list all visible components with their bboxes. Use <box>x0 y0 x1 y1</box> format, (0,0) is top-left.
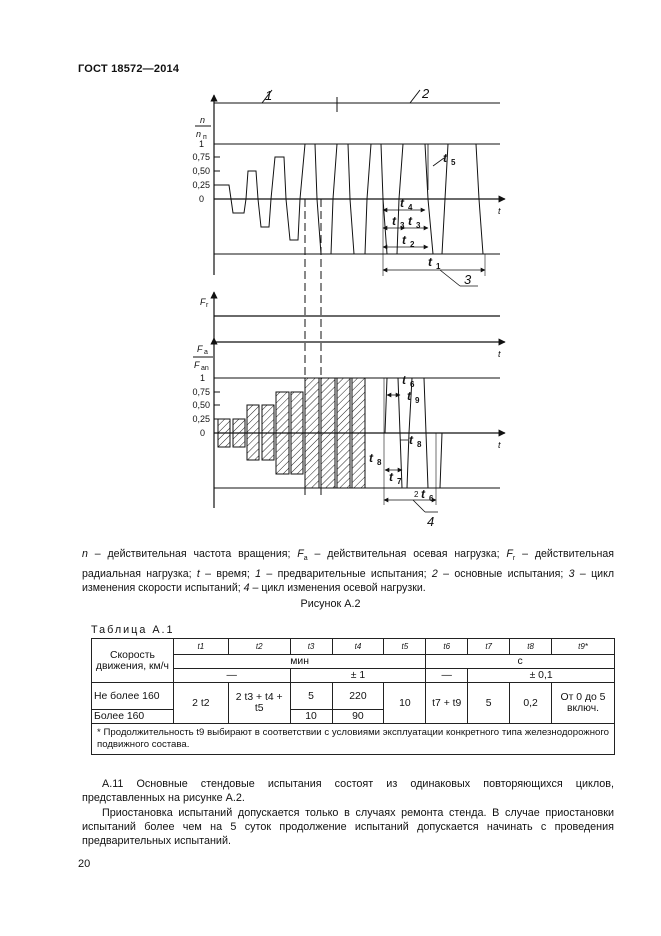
top-y-label-den-sub: п <box>203 134 207 141</box>
fr-label: F <box>200 297 206 307</box>
row-gt-160: Более 160 <box>92 710 174 724</box>
top-plot-labels <box>192 86 501 287</box>
top-tick-025: 0,25 <box>192 180 210 190</box>
figure-caption: Рисунок А.2 <box>300 598 361 610</box>
middle-plot <box>214 292 505 342</box>
svg-text:6: 6 <box>410 380 415 389</box>
bottom-tick-075: 0,75 <box>192 387 210 397</box>
svg-text:4: 4 <box>408 203 413 212</box>
svg-text:t: t <box>369 451 373 465</box>
bottom-tick-1: 1 <box>199 373 205 383</box>
speed-header: Скорость движения, км/ч <box>92 639 174 683</box>
paragraph-a11: А.11 Основные стендовые испытания состоят из одинаковых повторяющихся циклов, представленных на рисунке А.2. <box>82 778 614 805</box>
svg-text:2: 2 <box>410 240 415 249</box>
middle-plot-labels <box>200 297 501 359</box>
svg-text:t: t <box>409 433 413 447</box>
table-a1: Скорость движения, км/ч t1 t2 t3 t4 t5 t6 t7 t8 t9* мин с — ± 1 — ± 0,1 Не более 160 2 t2 2 t3 + t4 + t5 5 220 10 t7 + t9 5 0,2 От 0 до 5 включ. Более 160 10 90 * Продолжительность t9 выбирают в соответствии с условиями эксплуатации конкретного типа железнодорожного подвижного состава. <box>91 638 615 755</box>
bottom-plot <box>214 338 505 512</box>
top-tick-1: 1 <box>198 139 204 149</box>
bottom-tick-025: 0,25 <box>192 414 210 424</box>
bottom-x-label: t <box>498 440 501 450</box>
top-tick-075: 0,75 <box>192 152 210 162</box>
svg-text:a: a <box>204 349 208 356</box>
svg-text:t: t <box>421 487 425 501</box>
svg-text:t: t <box>389 470 393 484</box>
t2-label: t <box>402 233 406 247</box>
top-x-label: t <box>498 206 501 216</box>
svg-text:9: 9 <box>415 396 420 405</box>
top-tick-0: 0 <box>198 194 204 204</box>
page-number: 20 <box>78 858 91 870</box>
svg-text:1: 1 <box>436 262 441 271</box>
svg-text:3: 3 <box>400 221 405 230</box>
svg-text:t: t <box>402 373 406 387</box>
bottom-tick-0: 0 <box>199 428 205 438</box>
unit-s: с <box>426 655 615 669</box>
t3-label-a: t <box>392 214 396 228</box>
standard-header: ГОСТ 18572—2014 <box>78 63 180 75</box>
svg-text:t: t <box>407 389 411 403</box>
row-le-160: Не более 160 <box>92 683 174 710</box>
t4-label: t <box>400 196 404 210</box>
svg-text:an: an <box>201 365 209 372</box>
fa-label-num: F <box>197 344 203 354</box>
fa-label-den: F <box>194 360 200 370</box>
callout-3: 3 <box>464 272 472 287</box>
t5-label: t <box>443 151 447 165</box>
top-plot <box>214 90 505 286</box>
svg-text:6: 6 <box>429 494 434 503</box>
table-footnote: * Продолжительность t9 выбирают в соответствии с условиями эксплуатации конкретного типа железнодорожного подвижного состава. <box>92 724 615 755</box>
top-tick-050: 0,50 <box>192 166 210 176</box>
svg-text:r: r <box>206 302 209 309</box>
svg-text:2: 2 <box>414 490 419 499</box>
callout-4: 4 <box>427 514 435 529</box>
callout-2: 2 <box>422 86 430 101</box>
t1-label: t <box>428 255 432 269</box>
svg-text:8: 8 <box>417 440 422 449</box>
table-caption: Таблица А.1 <box>91 624 175 636</box>
middle-x-label: t <box>498 349 501 359</box>
paragraph-suspension: Приостановка испытаний допускается только в случаях ремонта стенда. В случае приостановки испытаний более чем на 5 суток продолжение испытаний допускается начинать с проведения предварительных испытаний. <box>82 807 614 848</box>
callout-1: 1 <box>265 88 273 103</box>
t3-label-b: t <box>408 214 412 228</box>
top-y-label-num: n <box>200 115 206 125</box>
figure-legend: n – действительная частота вращения; $F_a$ – действительная осевая нагрузка; $F_r$ – действительная радиальная нагрузка; t – время; 1 – предварительные испытания; 2 – основные испытания; 3 – цикл изменения скорости испытаний; 4 – цикл изменения осевой нагрузки. <box>82 548 615 595</box>
bottom-tick-050: 0,50 <box>192 400 210 410</box>
svg-text:8: 8 <box>377 458 382 467</box>
svg-text:7: 7 <box>397 477 402 486</box>
svg-text:3: 3 <box>416 221 421 230</box>
top-y-label-den: n <box>196 129 202 139</box>
svg-text:5: 5 <box>451 158 456 167</box>
unit-min: мин <box>173 655 425 669</box>
